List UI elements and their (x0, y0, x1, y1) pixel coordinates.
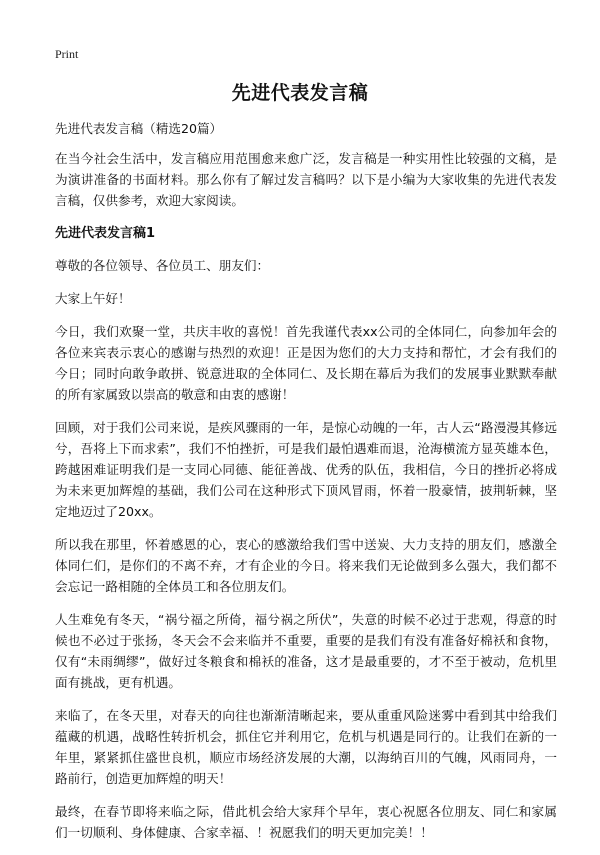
salutation-paragraph: 尊敬的各位领导、各位员工、朋友们： (55, 258, 270, 273)
document-subtitle: 先进代表发言稿（精选20篇） (55, 121, 223, 136)
page-title: 先进代表发言稿 (231, 82, 369, 104)
body-paragraph: 所以我在那里，怀着感恩的心，衷心的感激给我们雪中送炭、大力支持的朋友们，感激全体同仁们，是你们的不离不弃，才有企业的今日。将来我们无论做到多么强大，我们都不会忘记一路相随的全体员工和各位朋友们。 (55, 537, 557, 594)
body-paragraph: 今日，我们欢聚一堂，共庆丰收的喜悦！首先我谨代表xx公司的全体同仁，向参加年会的各位来宾表示衷心的感谢与热烈的欢迎！正是因为您们的大力支持和帮忙，才会有我们的今日；同时向敢争敢拼、锐意进取的全体同仁、及长期在幕后为我们的发展事业默默奉献的所有家属致以崇高的敬意和由衷的感谢！ (55, 324, 557, 402)
document-body (55, 118, 557, 855)
body-paragraph: 回顾，对于我们公司来说，是疾风骤雨的一年，是惊心动魄的一年，古人云“路漫漫其修远兮，吾将上下而求索”，我们不怕挫折，可是我们最怕遇难而退，沧海横流方显英雄本色，跨越困难证明我们是一支同心同德、能征善战、优秀的队伍，我相信，今日的挫折必将成为未来更加辉煌的基础，我们公司在这种形式下顶风冒雨，怀着一股豪情，披荆斩棘，坚定地迈过了20xx。 (55, 420, 557, 519)
intro-paragraph: 在当今社会生活中，发言稿应用范围愈来愈广泛，发言稿是一种实用性比较强的文稿，是为演讲准备的书面材料。那么你有了解过发言稿吗？以下是小编为大家收集的先进代表发言稿，仅供参考，欢迎大家阅读。 (55, 151, 557, 208)
body-paragraph: 人生难免有冬天，“祸兮福之所倚，福兮祸之所伏”，失意的时候不必过于悲观，得意的时候也不必过于张扬，冬天会不会来临并不重要，重要的是我们有没有准备好棉袄和食物，仅有“未雨绸缪”，做好过冬粮食和棉袄的准备，这才是最重要的，才不至于被动，危机里面有挑战，更有机遇。 (55, 612, 557, 690)
closing-paragraph: 最终，在春节即将来临之际，借此机会给大家拜个早年，衷心祝愿各位朋友、同仁和家属们一切顺利、身体健康、合家幸福、！祝愿我们的明天更加完美！！ (55, 804, 557, 840)
greeting-paragraph: 大家上午好！ (55, 291, 131, 306)
section-heading: 先进代表发言稿1 (55, 226, 156, 241)
print-link[interactable]: Print (55, 47, 79, 61)
body-paragraph: 来临了，在冬天里，对春天的向往也渐渐清晰起来，要从重重风险迷雾中看到其中给我们蕴藏的机遇，战略性转折机会，抓住它并利用它，危机与机遇是同行的。让我们在新的一年里，紧紧抓住盛世良机，顺应市场经济发展的大潮，以海纳百川的气魄，风雨同舟，一路前行，创造更加辉煌的明天！ (55, 708, 557, 786)
